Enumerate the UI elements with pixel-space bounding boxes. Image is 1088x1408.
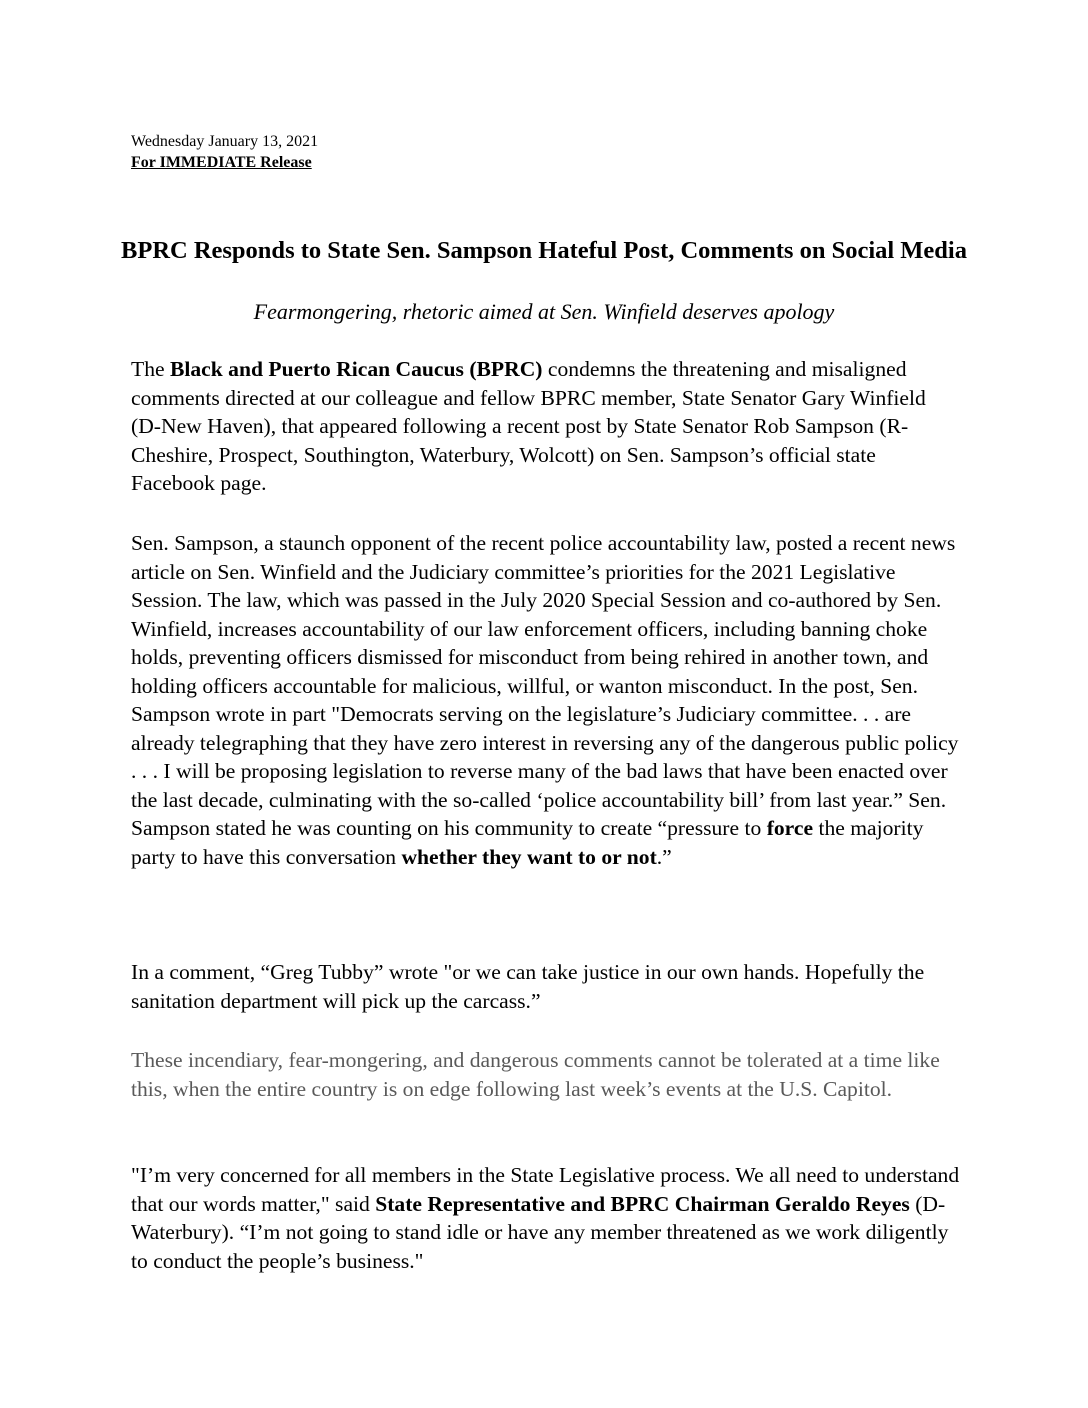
paragraph-incendiary: These incendiary, fear-mongering, and dangerous comments cannot be tolerated at a time like this, when the entire country is on edge following last week’s events at the U.S. Capitol. <box>131 1048 940 1101</box>
paragraph-comment: In a comment, “Greg Tubby” wrote "or we can take justice in our own hands. Hopefully the sanitation department will pick up the carcass.” <box>131 960 925 1013</box>
paragraph-background: Sen. Sampson, a staunch opponent of the recent police accountability law, posted a recent news article on Sen. Winfield and the Judiciary committee’s priorities for the 2021 Legislative Session. The law, which was passed in the July 2020 Special Session and co-authored by Sen. Winfield, increases accountability of our law enforcement officers, including banning choke holds, preventing officers dismissed for misconduct from being rehired in another town, and holding officers accountable for malicious, willful, or wanton misconduct. In the post, Sen. Sampson wrote in part "Democrats serving on the legislature’s Judiciary committee. . . are already telegraphing that they have zero interest in reversing any of the dangerous public policy . . . I will be proposing legislation to reverse many of the bad laws that have been enacted over the last decade, culminating with the so-called ‘police accountability bill’ from last year.” Sen. Sampson stated he was counting on his community to create “pressure to force the majority party to have this conversation whether they want to or not.” <box>131 531 959 869</box>
release-status: For IMMEDIATE Release <box>131 154 312 171</box>
paragraph-quote: "I’m very concerned for all members in the State Legislative process. We all need to understand that our words matter," said State Representative and BPRC Chairman Geraldo Reyes (D-Waterbury). “I’m not going to stand idle or have any member threatened as we work diligently to conduct the people’s business." <box>131 1163 960 1273</box>
release-date: Wednesday January 13, 2021 <box>131 133 319 150</box>
release-header <box>131 131 318 173</box>
emphasis-whether: whether they want to or not <box>401 844 657 869</box>
chairman-name: State Representative and BPRC Chairman Geraldo Reyes <box>375 1191 910 1216</box>
page-subtitle: Fearmongering, rhetoric aimed at Sen. Winfield deserves apology <box>253 299 835 324</box>
page-title: BPRC Responds to State Sen. Sampson Hateful Post, Comments on Social Media <box>121 237 967 264</box>
emphasis-force: force <box>766 816 814 840</box>
caucus-name: Black and Puerto Rican Caucus (BPRC) <box>169 357 543 381</box>
paragraph-condemnation: The Black and Puerto Rican Caucus (BPRC) condemns the threatening and misaligned comments directed at our colleague and fellow BPRC member, State Senator Gary Winfield (D-New Haven), that appeared following a recent post by State Senator Rob Sampson (R-Cheshire, Prospect, Southington, Waterbury, Wolcott) on Sen. Sampson’s official state Facebook page. <box>131 357 926 495</box>
